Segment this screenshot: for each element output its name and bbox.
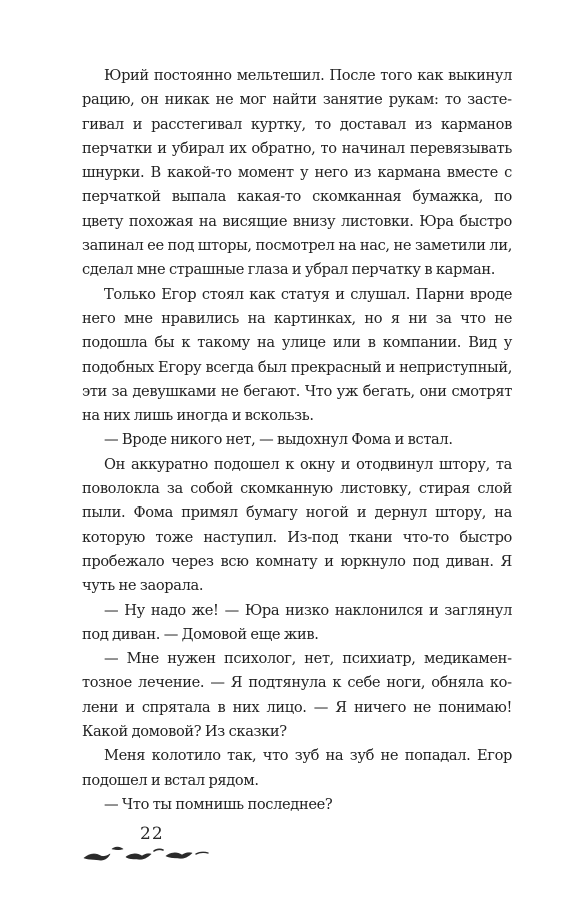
paragraph-6: — Мне нужен психолог, нет, психиатр, медикаментозное лечение. — Я подтянула к себе ноги, обняла колени и спрятала в них лицо. — Я ничего не понимаю! Какой домовой? Из сказки? — [82, 650, 512, 741]
paragraph-1: Юрий постоянно мельтешил. После того как выкинул рацию, он никак не мог найти занятие рукам: то застегивал и расстегивал куртку, то доставал из карманов перчатки и убирал их обратно, то начинал перевязывать шнурки. В какой-то момент у него из кармана вместе с перчаткой выпала какая-то скомканная бумажка, по цвету похожая на висящие внизу листовки. Юра быстро запинал ее под шторы, посмотрел на нас, не заметили ли, сделал мне страшные глаза и убрал перчатку в карман. — [82, 67, 512, 279]
paragraph-5: — Ну надо же! — Юра низко наклонился и заглянул под диван. — Домовой еще жив. — [82, 601, 512, 643]
birds-flock-ornament-icon — [82, 836, 232, 870]
paragraph-2: Только Егор стоял как статуя и слушал. Парни вроде него мне нравились на картинках, но я ни за что не подошла бы к такому на улице или в компании. Вид у подобных Егору всегда был прекрасный и неприступный, эти за девушками не бегают. Что уж бегать, они смотрят на них лишь иногда и вскользь. — [82, 285, 512, 425]
body-text — [82, 64, 512, 817]
paragraph-3: — Вроде никого нет, — выдохнул Фома и встал. — [104, 431, 453, 449]
paragraph-8: — Что ты помнишь последнее? — [104, 795, 333, 813]
paragraph-4: Он аккуратно подошел к окну и отодвинул штору, та поволокла за собой скомканную листовку, стирая слой пыли. Фома примял бумагу ногой и дернул штору, на которую тоже наступил. Из-под ткани что-то быстро пробежало через всю комнату и юркнуло под диван. Я чуть не заорала. — [82, 455, 512, 595]
page-number: 22 — [140, 824, 164, 844]
paragraph-7: Меня колотило так, что зуб на зуб не попадал. Егор подошел и встал рядом. — [82, 747, 512, 789]
